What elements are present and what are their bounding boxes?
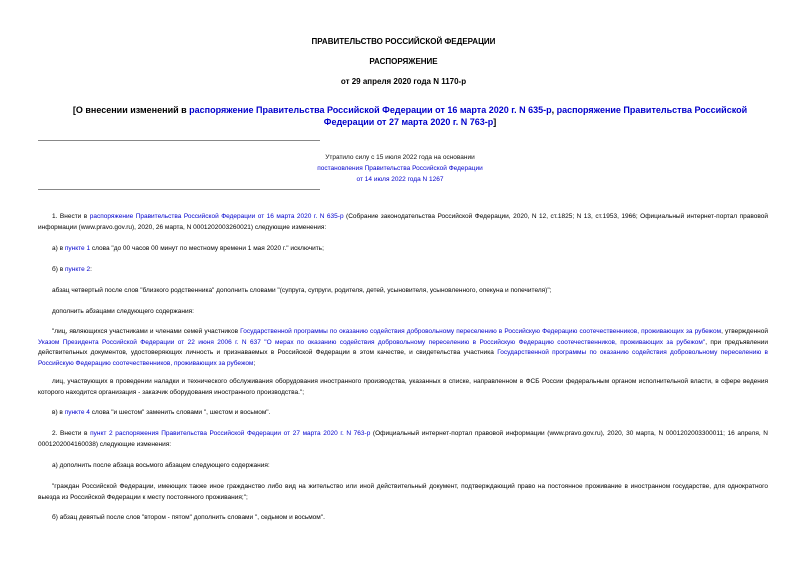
doc-title	[50, 104, 770, 128]
status-note-link-date[interactable]: от 14 июля 2022 года N 1267	[356, 176, 444, 183]
paragraph-6: "лиц, являющихся участниками и членами семей участников Государственной программы по оказанию содействия добровольному переселению в Российскую Федерацию соотечественников, проживающих за рубежом, утвержденной Указом Президента Российской Федерации от 22 июня 2006 г. N 637 "О мерах по оказанию содействия добровольному переселению в Российскую Федерацию соотечественников, проживающих за рубежом", при предъявлении действительных документов, удостоверяющих личность и признаваемых в Российской Федерации в этом качестве, и свидетельства участника Государственной программы по оказанию содействия добровольному переселению в Российскую Федерацию соотечественников, проживающих за рубежом;	[38, 328, 769, 367]
title-link-763[interactable]: распоряжение Правительства Российской Федерации от 27 марта 2020 г. N 763-р	[323, 105, 748, 127]
doc-type-heading: РАСПОРЯЖЕНИЕ	[369, 57, 438, 66]
link-point-1[interactable]: пункте 1	[64, 245, 91, 252]
status-note-line1: Утратило силу с 15 июля 2022 года на основании	[325, 154, 475, 161]
title-link-635[interactable]: распоряжение Правительства Российской Федерации от 16 марта 2020 г. N 635-р	[189, 105, 552, 115]
status-note	[260, 152, 540, 185]
link-president-decree[interactable]: Указом Президента Российской Федерации от 22 июня 2006 г. N 637 "О мерах по оказанию содействия добровольному переселению в Российскую Федерацию соотечественников, проживающих за рубежом"	[38, 338, 706, 346]
link-state-program-2[interactable]: Государственной программы по оказанию содействия добровольному переселению в Российскую Федерацию соотечественников, проживающих за рубежом	[38, 349, 769, 367]
link-point-4[interactable]: пункте 4	[64, 409, 90, 416]
paragraph-5: дополнить абзацами следующего содержания:	[52, 308, 194, 315]
paragraph-11: "граждан Российской Федерации, имеющих также иное гражданство либо вид на жительство или иной действительный документ, подтверждающий право на постоянное проживание в иностранном государстве, для однократного выезда из Российской Федерации к месту постоянного проживания;";	[38, 483, 768, 501]
link-point-2[interactable]: пункте 2	[64, 266, 91, 273]
government-heading: ПРАВИТЕЛЬСТВО РОССИЙСКОЙ ФЕДЕРАЦИИ	[311, 37, 496, 46]
doc-date-heading: от 29 апреля 2020 года N 1170-р	[340, 77, 467, 86]
top-divider	[38, 140, 320, 141]
paragraph-2: а) в пункте 1 слова "до 00 часов 00 минут по местному времени 1 мая 2020 г." исключить;	[52, 245, 324, 252]
link-decree-635[interactable]: распоряжение Правительства Российской Федерации от 16 марта 2020 г. N 635-р	[89, 213, 344, 220]
title-open: [О внесении изменений в	[72, 105, 190, 115]
link-state-program[interactable]: Государственной программы по оказанию содействия добровольному переселению в Российскую Федерацию соотечественников, проживающих за рубежом	[240, 328, 722, 335]
paragraph-12: б) абзац девятый после слов "втором - пятом" дополнить словами ", седьмом и восьмом".	[52, 514, 325, 521]
paragraph-1: 1. Внести в распоряжение Правительства Российской Федерации от 16 марта 2020 г. N 635-р (Собрание законодательства Российской Федерации, 2020, N 12, ст.1825; N 13, ст.1953, 1966; Официальный интернет-портал правовой информации (www.pravo.gov.ru), 2020, 26 марта, N 0001202003260021) следующие изменения:	[38, 213, 768, 231]
paragraph-4: абзац четвертый после слов "близкого родственника" дополнить словами "(супруга, супруги, родителя, детей, усыновителя, усыновленного, опекуна и попечителя)";	[52, 287, 552, 294]
title-close: ]	[493, 117, 497, 127]
bottom-divider	[38, 189, 320, 190]
status-note-link-decree[interactable]: постановления Правительства Российской Федерации	[317, 165, 483, 172]
paragraph-9: 2. Внести в пункт 2 распоряжения Правительства Российской Федерации от 27 марта 2020 г. N 763-р (Официальный интернет-портал правовой информации (www.pravo.gov.ru), 2020, 30 марта, N 0001202003300011; 16 апреля, N 0001202004160038) следующие изменения:	[38, 430, 768, 448]
paragraph-7: лиц, участвующих в проведении наладки и технического обслуживания оборудования иностранного производства, указанных в списке, направленном в ФСБ России федеральным органом исполнительной власти, в сфере ведения которого находится организация - заказчик оборудования иностранного производства.";	[38, 378, 768, 396]
title-sep: ,	[551, 105, 557, 115]
link-decree-763[interactable]: пункт 2 распоряжения Правительства Российской Федерации от 27 марта 2020 г. N 763-р	[90, 430, 371, 437]
paragraph-10: а) дополнить после абзаца восьмого абзацем следующего содержания:	[52, 462, 270, 469]
paragraph-3: б) в пункте 2:	[52, 266, 92, 273]
paragraph-8: в) в пункте 4 слова "и шестом" заменить словами ", шестом и восьмом".	[52, 409, 271, 416]
